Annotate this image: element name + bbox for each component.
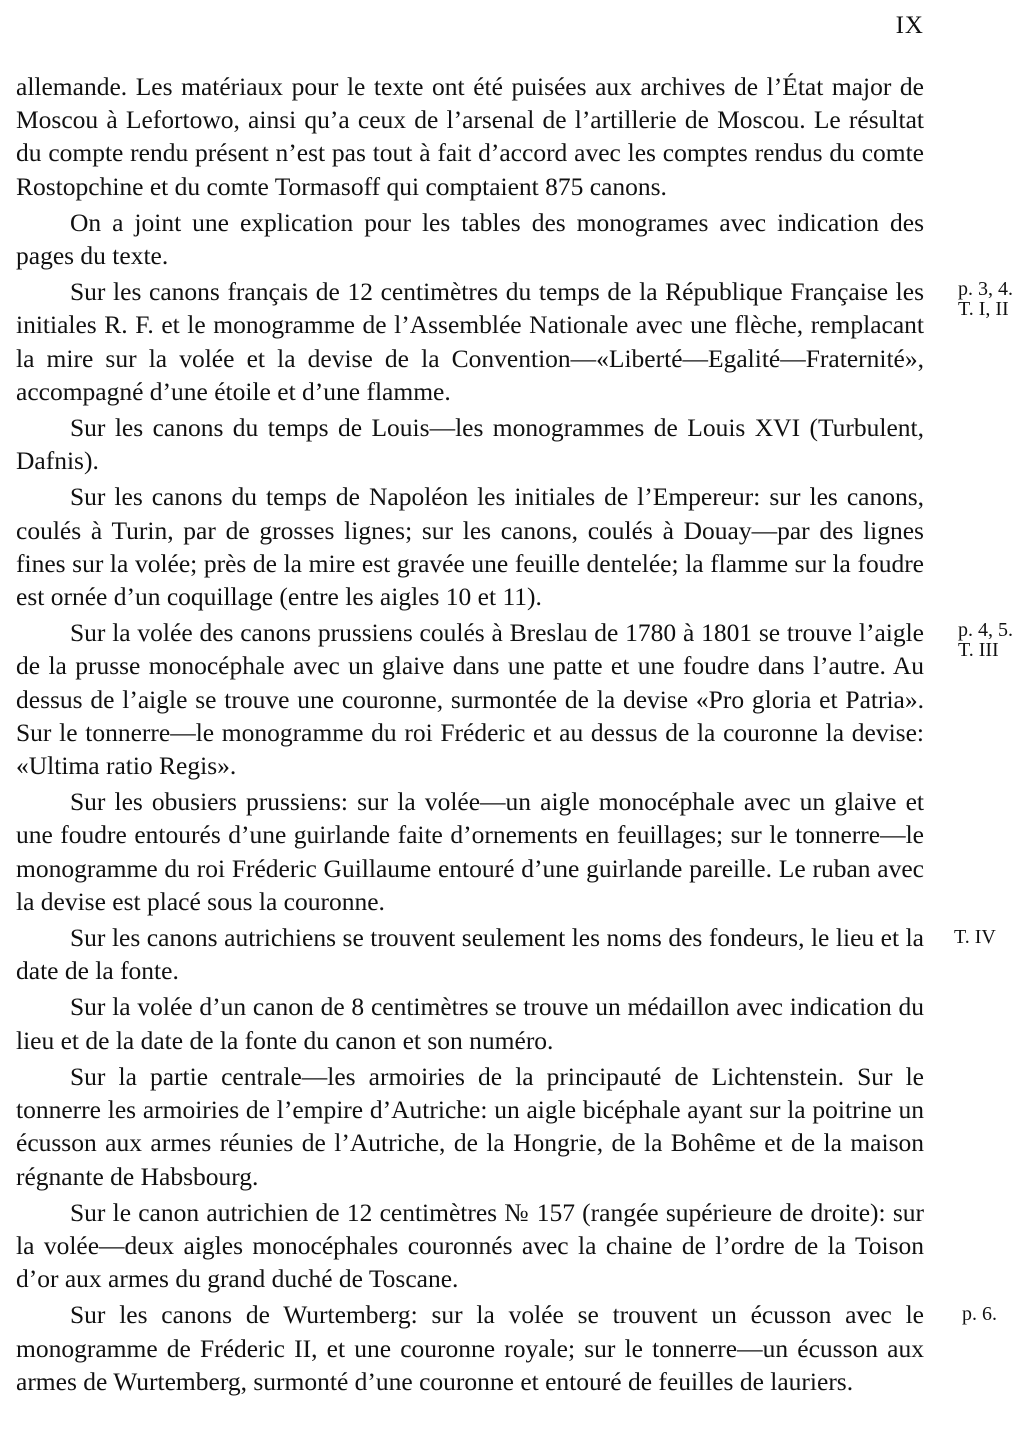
paragraph-text: Sur la volée d’un canon de 8 centimètres se trouve un médaillon avec indication du lieu et de la date de la fonte du canon et son numéro. <box>16 992 924 1055</box>
paragraph-text: Sur les obusiers prussiens: sur la volée—un aigle monocéphale avec un glaive et une foudre entourés d’une guirlande faite d’ornements en feuillages; sur le tonnerre—le monogramme du roi Fréderic Guillaume entouré d’une guirlande pareille. Le ruban avec la devise est placé sous la couronne. <box>16 787 924 916</box>
margin-note: p. 6. <box>962 1303 997 1326</box>
paragraph-2 <box>16 206 924 272</box>
paragraph-text: Sur les canons de Wurtemberg: sur la volée se trouvent un écusson avec le monogramme de Fréderic II, et une couronne royale; sur le tonnerre—un écusson aux armes de Wurtemberg, surmonté d’une couronne et entouré de feuilles de lauriers. <box>16 1300 924 1396</box>
paragraph-text: Sur le canon autrichien de 12 centimètres № 157 (rangée supérieure de droite): sur la volée—deux aigles monocéphales couronnés avec la chaine de l’ordre de la Toison d’or aux armes du grand duché de Toscane. <box>16 1197 924 1294</box>
paragraph-text: Sur les canons français de 12 centimètres du temps de la République Française les initiales R. F. et le monogramme de l’Assemblée Nationale avec une flèche, remplacant la mire sur la volée et la devise de la Convention—«Liberté—Egalité—Fraternité», accompagné d’une étoile et d’une flamme. <box>16 277 924 406</box>
margin-note: p. 4, 5. T. III <box>958 619 1013 662</box>
page-number: IX <box>895 12 924 39</box>
paragraph-6 <box>16 616 1013 782</box>
paragraph-7 <box>16 785 924 918</box>
paragraph-4 <box>16 411 924 477</box>
paragraph-8 <box>16 921 996 987</box>
paragraph-11 <box>16 1196 924 1296</box>
paragraph-text: allemande. Les matériaux pour le texte ont été puisées aux archives de l’État major de Moscou à Lefortowo, ainsi qu’a ceux de l’arsenal de l’artillerie de Moscou. Le résultat du compte rendu présent n’est pas tout à fait d’accord avec les comptes rendus du comte Rostopchine et du comte Tormasoff qui comptaient 875 canons. <box>16 72 924 201</box>
paragraph-text: Sur les canons du temps de Napoléon les initiales de l’Empereur: sur les canons, coulés à Turin, par de grosses lignes; sur les canons, coulés à Douay—par des lignes fines sur la volée; près de la mire est gravée une feuille dentelée; la flamme sur la foudre est ornée d’un coquillage (entre les aigles 10 et 11). <box>16 482 924 612</box>
paragraph-3 <box>16 275 1013 408</box>
paragraph-10 <box>16 1060 924 1193</box>
margin-note: p. 3, 4. T. I, II <box>958 278 1013 321</box>
margin-note: T. IV <box>954 926 996 949</box>
body-text <box>16 70 1013 1401</box>
paragraph-text: On a joint une explication pour les tables des monogrames avec indication des pages du texte. <box>16 207 924 271</box>
paragraph-1 <box>16 70 924 203</box>
paragraph-5 <box>16 480 924 613</box>
paragraph-text: Sur la volée des canons prussiens coulés à Breslau de 1780 à 1801 se trouve l’aigle de la prusse monocéphale avec un glaive dans une patte et une foudre dans l’autre. Au dessus de l’aigle se trouve une couronne, surmontée de la devise «Pro gloria et Patria». Sur le tonnerre—le monogramme du roi Fréderic et au dessus de la couronne la devise: «Ultima ratio Regis». <box>16 618 924 781</box>
paragraph-text: Sur les canons autrichiens se trouvent seulement les noms des fondeurs, le lieu et la date de la fonte. <box>16 923 924 986</box>
paragraph-12 <box>16 1298 997 1398</box>
paragraph-9 <box>16 990 924 1056</box>
paragraph-text: Sur les canons du temps de Louis—les monogrammes de Louis XVI (Turbulent, Dafnis). <box>16 413 924 476</box>
paragraph-text: Sur la partie centrale—les armoiries de la principauté de Lichtenstein. Sur le tonnerre les armoiries de l’empire d’Autriche: un aigle bicéphale ayant sur la poitrine un écusson aux armes réunies de l’Autriche, de la Hongrie, de la Bohême et de la maison régnante de Habsbourg. <box>16 1061 924 1191</box>
